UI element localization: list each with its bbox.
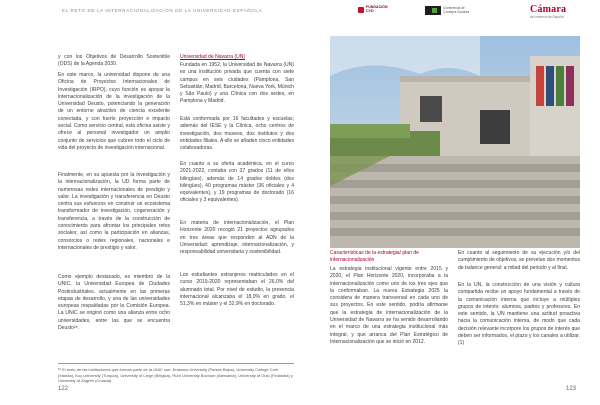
left-col1-paragraph-1: y con los Objetivos de Desarrollo Sostenible (ODS) de la Agenda 2030. [58, 54, 170, 68]
page-number-right: 123 [566, 386, 577, 392]
left-col1-paragraph-4: Como ejemplo destacado, es miembro de la UNIC, la Universidad Europea de Ciudades Postindustriales, actualmente en las primeras etapas de desarrollo, y una de las universidades europeas respaldadas por la Comisión Europea. La UNIC se originó como una alianza entre ocho universidades, entre las que se encuentra Deusto²⁵. [58, 274, 170, 332]
right-col1-paragraph-1: La estrategia institucional vigente entre 2015 y 2020, el Plan Horizonte 2020, incorporaba a la internacionalización como uno de los tres ejes que la conformaban. La nueva Estrategia 2025 la considera de manera transversal en cada uno de sus proyectos. En este sentido, podría afirmarse que la estrategia de internacionalización de la Universidad de Navarra se ha venido desarrollando en el marco de una estrategia institucional más integral, y que arranca del Plan Estratégico de Internacionalización que se inició en 2012. [330, 266, 448, 345]
cyd-label: CYD [366, 8, 374, 13]
ccs-mark-icon [425, 6, 441, 15]
fundacion-label: FUNDACIÓN [366, 5, 388, 9]
camara-wordmark: Cámara [530, 4, 567, 15]
left-col1-paragraph-3: Finalmente, en su apuesta por la investigación y la internacionalización, la UD forma parte de numerosas redes internacionales de prestigio y valor. La investigación y transferencia en Deusto centra sus esfuerzos en construir un ecosistema transformador de investigación, cogeneración y transferencia, a través de la construcción de conocimiento para afrontar los principales retos sociales; así como la participación en alianzas, consorcios o redes regionales, nacionales e internacionales de prestigio y valor. [58, 172, 170, 251]
building-illustration [330, 36, 580, 248]
left-col2-paragraph-4: En materia de internacionalización, el Plan Horizonte 2020 recogió 21 proyectos agrupados en tres áreas que responden al ADN de la Universidad: aprendizaje, internacionalización, y responsabilidad universitaria y sostenibilidad. [180, 220, 294, 256]
footnote: ²⁵ El resto de las instituciones que forman parte de la UNIC son: Erasmus University (Países Bajos), University College Cork (Irlanda), Koç University (Turquía), University of Liege (Bélgica), Ruhr University Bochum (Alemania), University of Oulu (Finlandia) y University of Zagreb (Croacia). [58, 363, 294, 384]
ccs-label: Conferencia de Consejos Sociales [443, 5, 470, 14]
right-col2-paragraph-2: En la UN, la construcción de una visión y cultura compartida recibe un apoyo fundamental a través de la comunicación interna que incluye a múltiples grupos de interés: alumnos, padres y profesores. En este sentido, la UN mantiene una actitud proactiva hacia la comunicación interna, de modo que cada decisión relevante incorpore los grupos de interés que deben ser informados, el plazo y los canales a utilizar. (1) [458, 282, 580, 347]
camara-logo [530, 4, 566, 19]
page-header [0, 0, 600, 22]
left-col2-paragraph-3: En cuanto a su oferta académica, en el curso 2021-2022, contaba con 37 grados (11 de ellos bilingües), además de 14 grados dobles (dos bilingües), 40 programas máster (36 oficiales y 4 equivalentes), y 19 programas de doctorado (16 oficiales y 3 equivalentes). [180, 161, 294, 204]
left-col2-paragraph-5: Los estudiantes extranjeros matriculados en el curso 2019-2020 representaban el 26,0% del alumnado total. Por nivel de estudio, la presencia internacional alcanzaba el 18,0% en grado, el 51,3% en máster y el 32,9% en doctorado. [180, 272, 294, 308]
left-col2-paragraph-2: Está conformada por 16 facultades y escuelas; además del IESE y la Clínica, ocho centros de investigación, dos museos, dos institutos y dos entidades filiales. A ello se añaden cinco entidades colaboradoras. [180, 116, 294, 152]
page-number-left: 122 [58, 386, 69, 392]
section-caption-estrategia: Características de la estrategia/ plan de internacionalización [330, 250, 419, 264]
camara-subtitle: de comercio de España [530, 15, 564, 19]
university-building-photo [330, 36, 580, 248]
conferencia-consejos-logo [425, 6, 473, 15]
right-col2-paragraph-1: En cuanto al seguimiento de su ejecución y/o del cumplimiento de objetivos, se preveían dos momentos de balance general: a mitad del periodo y al final. [458, 250, 580, 271]
section-heading-universidad-navarra: Universidad de Navarra (UN) [180, 54, 246, 60]
fundacion-cyd-logo [358, 6, 388, 14]
running-title: EL RETO DE LA INTERNACIONALIZACIÓN DE LA UNIVERSIDAD ESPAÑOLA [62, 8, 263, 13]
left-col1-paragraph-2: En este marco, la universidad dispone de una Oficina de Proyectos Internacionales de Investigación (IRPO), cuyo función es apoyar la internacionalización de la investigación de la Universidad Deusto, potenciando la generación de un entorno atractivo de ciencia excelente conectada, y con fuerte proyección e impacto social. Como servicio central, esta oficina asiste y ofrece al personal investigador un amplio conjunto de servicios que cubren todo el ciclo de vida del proyecto de investigación internacional. [58, 72, 170, 151]
left-col2-paragraph-1: Fundada en 1952, la Universidad de Navarra (UN) es una institución privada que cuenta con siete campus en seis ciudades (Pamplona, San Sebastián, Madrid, Barcelona, Nueva York, Múnich y São Paulo) y una Clínica con dos sedes, en Pamplona y Madrid. [180, 62, 294, 105]
fundacion-cyd-mark-icon [358, 7, 364, 13]
